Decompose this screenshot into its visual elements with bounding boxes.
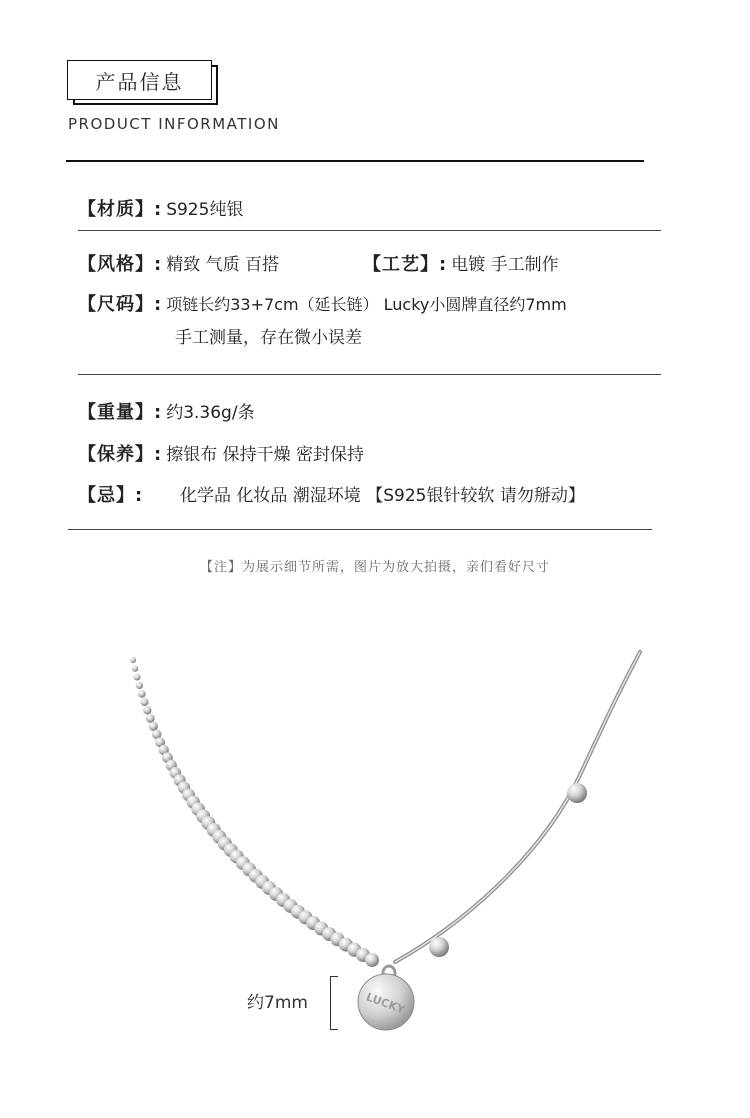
section-subtitle: PRODUCT INFORMATION [68,115,280,133]
spec-material-label: 【材质】: [78,199,163,220]
chain-bead [136,682,143,689]
spec-size-value: 项链长约33+7cm（延长链） Lucky小圆牌直径约7mm [166,295,567,314]
dimension-label: 约7mm [247,993,308,1013]
spec-avoid-label: 【忌】: [78,485,144,506]
spec-size [78,290,567,316]
spec-size-label: 【尺码】: [78,294,163,315]
pendant-engraving: LUCKY [364,990,407,1017]
spec-size-note: 手工测量，存在微小误差 [175,328,362,348]
spec-weight-label: 【重量】: [78,402,163,423]
spec-weight-value: 约3.36g/条 [166,403,255,423]
size-note: 【注】为展示细节所需，图片为放大拍摄，亲们看好尺寸 [199,560,550,575]
divider [78,374,661,375]
divider [68,529,652,530]
station-bead [567,783,587,803]
divider [78,230,661,231]
spec-care [78,440,364,466]
spec-care-label: 【保养】: [78,444,163,465]
necklace-photo [0,600,750,1118]
section-title: 产品信息 [67,60,212,100]
snake-chain [395,652,640,962]
spec-craft-label: 【工艺】: [363,254,448,275]
chain-bead [138,690,146,698]
spec-avoid [78,481,143,507]
chain-bead [130,657,136,663]
header-divider [66,160,644,162]
bead-chain [130,657,379,967]
spec-craft-value: 电镀 手工制作 [451,255,559,275]
spec-style-label: 【风格】: [78,254,163,275]
spec-material [78,195,243,221]
chain-bead [134,674,141,681]
spec-style-value: 精致 气质 百搭 [166,255,280,275]
chain-bead [132,665,138,671]
dimension-bracket [330,976,338,1030]
spec-style [78,250,279,276]
chain-bead [141,698,149,706]
spec-avoid-value: 化学品 化妆品 潮湿环境 【S925银针较软 请勿掰动】 [180,486,585,506]
spec-care-value: 擦银布 保持干燥 密封保持 [166,445,365,465]
chain-bead [146,714,155,723]
chain-bead [365,953,379,967]
station-bead [429,937,449,957]
spec-weight [78,398,255,424]
chain-bead [143,706,151,714]
spec-material-value: S925纯银 [166,200,244,220]
spec-craft [363,250,559,276]
